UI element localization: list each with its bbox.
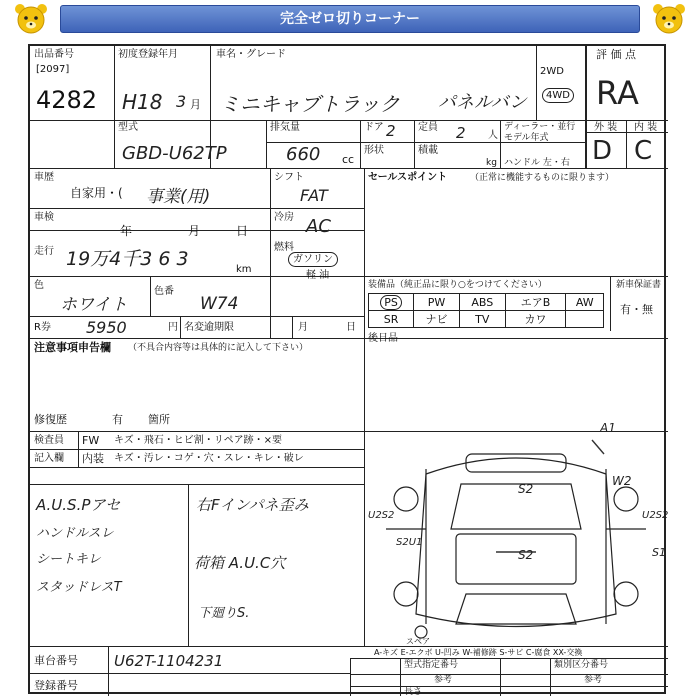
equip-navi: ナビ: [414, 311, 460, 328]
first-reg-label: 初度登録年月: [118, 49, 178, 60]
door-value: 2: [386, 122, 396, 140]
model-label: 型式: [118, 122, 138, 133]
diagram-mark-s2-roof: S2: [518, 482, 534, 496]
equip-sr: SR: [369, 311, 414, 328]
exterior-grade: D: [592, 136, 613, 166]
name-change-label: 名変逾期限: [184, 322, 234, 333]
handle-label: ハンドル 左・右: [504, 158, 570, 168]
equip-aw: AW: [566, 294, 604, 311]
lot-code: [2097]: [36, 64, 70, 75]
fuel-diesel: 軽 油: [306, 270, 330, 281]
equip-ps: PS: [369, 294, 414, 311]
ac-label: 冷房: [274, 212, 294, 223]
km-unit: km: [236, 264, 252, 275]
first-reg-year: H18: [122, 90, 163, 114]
remark-right-2: 荷箱 A.U.C穴: [194, 554, 286, 572]
diagram-mark-a1: A1: [600, 421, 616, 435]
recycle-label: R券: [34, 322, 51, 333]
class-label: 類別区分番号: [554, 660, 609, 670]
remark-left-1: A.U.S.Pアセ: [36, 496, 121, 514]
door-label: ドア: [364, 122, 384, 133]
auction-sheet: [28, 44, 669, 697]
registration-label: 登録番号: [34, 679, 78, 692]
chassis-number: U62T-1104231: [114, 652, 224, 670]
lot-label: 出品番号: [34, 49, 74, 60]
equip-pw: PW: [414, 294, 460, 311]
load-label: 積載: [418, 145, 438, 156]
warranty-label: 新車保証書: [616, 280, 662, 290]
diagram-mark-u2s2-right: U2S2: [642, 510, 669, 521]
spare-label: スペア: [406, 637, 430, 646]
yen-unit: 円: [168, 322, 178, 333]
kg-unit: kg: [486, 158, 497, 168]
mileage-label: 走行: [34, 246, 54, 257]
dealer-label: ディーラー・並行: [504, 122, 576, 132]
sales-point-note: （正常に機能するものに限ります）: [470, 173, 615, 183]
chassis-label: 車台番号: [34, 654, 78, 667]
month-unit-2: 月: [188, 224, 201, 238]
warranty-value: 有・無: [620, 303, 653, 316]
bear-mascot-icon: [650, 3, 688, 37]
diagram-mark-s1: S1: [652, 546, 666, 559]
repair-place: 箇所: [148, 413, 170, 426]
inner-items: キズ・汚レ・コゲ・穴・スレ・キレ・破レ: [114, 453, 304, 464]
person-unit: 人: [488, 130, 498, 141]
inspection-label: 車検: [34, 212, 54, 223]
notes-note: （不具合内容等は具体的に記入して下さい）: [128, 343, 309, 353]
lot-number: 4282: [36, 86, 98, 114]
remark-left-3: シートキレ: [36, 552, 101, 567]
color-number: W74: [200, 294, 239, 314]
fw-items: キズ・飛石・ヒビ割・リペア跡・×要: [114, 435, 282, 446]
score-value: RA: [596, 74, 639, 112]
equipment-table: [368, 293, 604, 328]
ref-label-1: 参考: [434, 675, 453, 685]
mileage-value: 19万4千3 6 3: [66, 248, 189, 270]
drive-4wd: 4WD: [542, 88, 574, 103]
fuel-label: 燃料: [274, 242, 294, 253]
color-value: ホワイト: [60, 295, 128, 315]
day-unit: 日: [236, 224, 249, 238]
notes-label: 注意事項申告欄: [34, 341, 111, 354]
bear-mascot-icon: [12, 3, 50, 37]
equipment-label: 装備品（純正品に限り○をつけてください）: [368, 280, 547, 290]
fw-label: FW: [82, 434, 100, 447]
history-label: 車歴: [34, 172, 54, 183]
cc-unit: cc: [342, 153, 355, 166]
shape-label: 形状: [364, 145, 384, 156]
later-items-label: 後日品: [368, 333, 398, 344]
banner: [0, 0, 700, 40]
designation-label: 型式指定番号: [404, 660, 459, 670]
color-number-label: 色番: [154, 286, 174, 297]
diagram-mark-w2: W2: [612, 474, 632, 488]
equip-tv: TV: [459, 311, 505, 328]
inner-label: 内装: [82, 452, 104, 465]
score-label: 評 価 点: [596, 48, 636, 61]
equip-abs: ABS: [459, 294, 505, 311]
fuel-gasoline: ガソリン: [288, 252, 338, 267]
capacity-label: 定員: [418, 122, 438, 133]
equip-blank: [566, 311, 604, 328]
diagram-mark-s2u1: S2U1: [396, 537, 423, 548]
repair-has: 有: [112, 413, 123, 426]
use-handwritten: 事業(用): [146, 187, 211, 207]
length-label: 長さ: [404, 687, 423, 697]
use-value: 自家用・(: [70, 186, 123, 200]
remark-left-2: ハンドルスレ: [36, 526, 114, 541]
nc-month: 月: [298, 322, 308, 333]
interior-grade: C: [634, 136, 653, 166]
entry-label: 記入欄: [34, 453, 64, 464]
diagram-mark-s2-bed: S2: [518, 548, 534, 562]
damage-legend: A-キズ E-エクボ U-凹み W-補修跡 S-サビ C-腐食 XX-交換: [374, 648, 583, 657]
vehicle-grade: パネルバン: [438, 92, 527, 113]
interior-label: 内 装: [634, 122, 658, 133]
banner-title: 完全ゼロ切りコーナー: [60, 5, 640, 33]
shift-value: FAT: [300, 186, 328, 205]
recycle-value: 5950: [86, 318, 127, 337]
ref-label-2: 参考: [584, 675, 603, 685]
remark-left-4: スタッドレスT: [36, 580, 122, 595]
color-label: 色: [34, 280, 44, 291]
drive-2wd: 2WD: [540, 66, 564, 77]
capacity-value: 2: [456, 124, 466, 142]
sales-point-label: セールスポイント: [368, 172, 448, 183]
ac-value: AC: [306, 216, 331, 237]
shift-label: シフト: [274, 172, 304, 183]
first-reg-month: 3: [176, 92, 187, 111]
exterior-label: 外 装: [594, 122, 618, 133]
repair-label: 修復歴: [34, 413, 67, 426]
remark-right-3: 下廻りS.: [198, 606, 250, 621]
displacement-value: 660: [286, 144, 321, 165]
equip-airbag: エアB: [505, 294, 566, 311]
vehicle-name: ミニキャブトラック: [220, 92, 400, 116]
name-grade-label: 車名・グレード: [216, 49, 286, 60]
model-code: GBD-U62TP: [122, 143, 227, 164]
month-unit: 月: [190, 98, 201, 111]
equip-leather: カワ: [505, 311, 566, 328]
inspector-label: 検査員: [34, 435, 64, 446]
nc-day: 日: [346, 322, 356, 333]
diagram-mark-u2s2-left: U2S2: [368, 510, 395, 521]
remark-right-1: 右Fインパネ歪み: [196, 496, 309, 514]
displacement-label: 排気量: [270, 122, 300, 133]
model-year-label: モデル年式: [504, 133, 549, 143]
year-unit: 年: [120, 224, 133, 238]
